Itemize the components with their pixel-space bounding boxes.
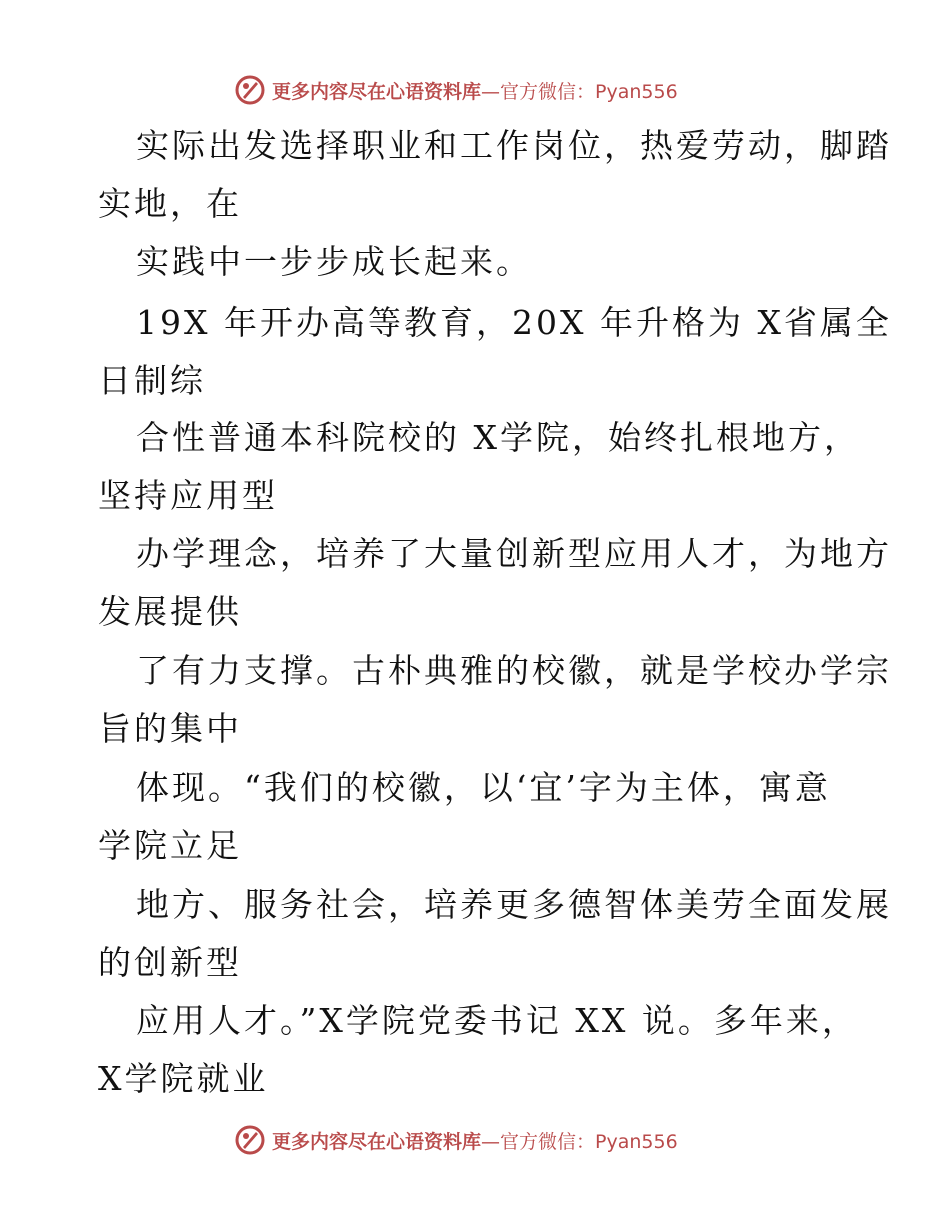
text-line: 地方、服务社会，培养更多德智体美劳全面发展: [136, 885, 892, 924]
text-line: X学院就业: [98, 1059, 269, 1098]
text-line: 发展提供: [98, 592, 242, 631]
watermark-wechat: —官方微信：Pyan556: [481, 80, 678, 103]
text-line: 办学理念，培养了大量创新型应用人才，为地方: [136, 534, 892, 573]
text-line: 旨的集中: [98, 709, 242, 748]
text-line: 实际出发选择职业和工作岗位，热爱劳动，脚踏: [136, 126, 892, 165]
watermark-text: 更多内容尽在心语资料库: [272, 1130, 482, 1153]
text-line: 学院立足: [98, 826, 242, 865]
text-line: 日制综: [98, 361, 206, 400]
text-line: 体现。“我们的校徽，以‘宜’字为主体，寓意: [136, 768, 831, 807]
text-line: 了有力支撑。古朴典雅的校徽，就是学校办学宗: [136, 651, 892, 690]
footer-watermark: [234, 1122, 734, 1158]
text-line: 的创新型: [98, 943, 242, 982]
text-line: 应用人才。”X学院党委书记 XX 说。多年来，: [136, 1001, 858, 1040]
text-line: 实地，在: [98, 184, 242, 223]
quill-logo-icon: [234, 1124, 266, 1156]
header-watermark: [234, 72, 734, 108]
text-line: 坚持应用型: [98, 476, 278, 515]
text-line: 实践中一步步成长起来。: [136, 242, 532, 281]
quill-logo-icon: [234, 74, 266, 106]
text-line: 合性普通本科院校的 X学院，始终扎根地方，: [136, 418, 860, 457]
watermark-text: 更多内容尽在心语资料库: [272, 80, 482, 103]
watermark-wechat: —官方微信：Pyan556: [481, 1130, 678, 1153]
text-line: 19X 年开办高等教育，20X 年升格为 X省属全: [136, 303, 892, 342]
